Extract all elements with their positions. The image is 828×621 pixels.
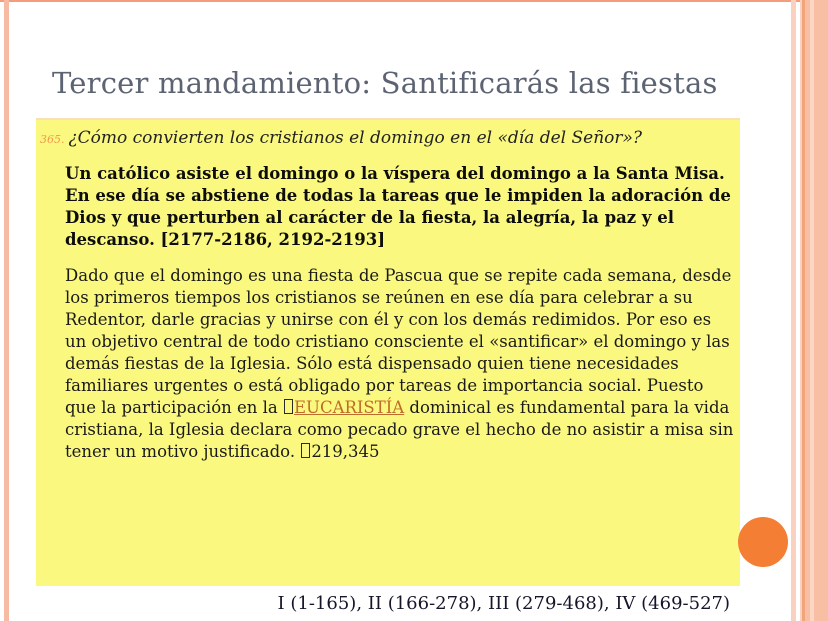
page-title: Tercer mandamiento: Santificarás las fiestas xyxy=(52,66,718,100)
index-footer: I (1-165), II (166-278), III (279-468), IV (469-527) xyxy=(277,593,730,614)
question-number: 365. xyxy=(40,133,65,146)
missing-char-box-icon xyxy=(284,399,293,414)
answer-paragraph: Un católico asiste el domingo o la víspera del domingo a la Santa Misa. En ese día se abstiene de todas la tareas que le impiden la adoración de Dios y que perturben al carácter de la fiesta, la alegría, la paz y el descanso. [2177-2186, 2192-2193] xyxy=(65,164,731,249)
commentary-text-before: Dado que el domingo es una fiesta de Pascua que se repite cada semana, desde los primeros tiempos los cristianos se reúnen en ese día para celebrar a su Redentor, darle gracias y unirse con él y con los demás redimidos. Por eso es un objetivo central de todo cristiano consciente el «santificar» el domingo y las demás fiestas de la Iglesia. Sólo está dispensado quien tiene necesidades familiares urgentes o está obligado por tareas de importancia social. Puesto que la participación en la xyxy=(65,266,732,417)
commentary-paragraph xyxy=(65,265,737,463)
right-edge-stripe-1 xyxy=(791,0,796,621)
commentary-text-after: dominical es fundamental para la vida cristiana, la Iglesia declara como pecado grave el hecho de no asistir a misa sin tener un motivo justificado. xyxy=(65,398,734,461)
question-row xyxy=(40,127,730,151)
missing-char-box-icon xyxy=(301,443,310,458)
right-edge-stripe-5 xyxy=(810,0,814,621)
question-text: ¿Cómo convierten los cristianos el domingo en el «día del Señor»? xyxy=(68,128,643,148)
decorative-circle xyxy=(738,517,788,567)
left-edge-stripe xyxy=(4,0,9,621)
right-edge-stripe-4 xyxy=(805,0,828,621)
reference-numbers: 219,345 xyxy=(311,442,380,461)
qa-highlight-box xyxy=(36,118,740,586)
top-edge-rule xyxy=(0,0,828,2)
eucaristia-link[interactable]: EUCARISTÍA xyxy=(294,398,405,417)
